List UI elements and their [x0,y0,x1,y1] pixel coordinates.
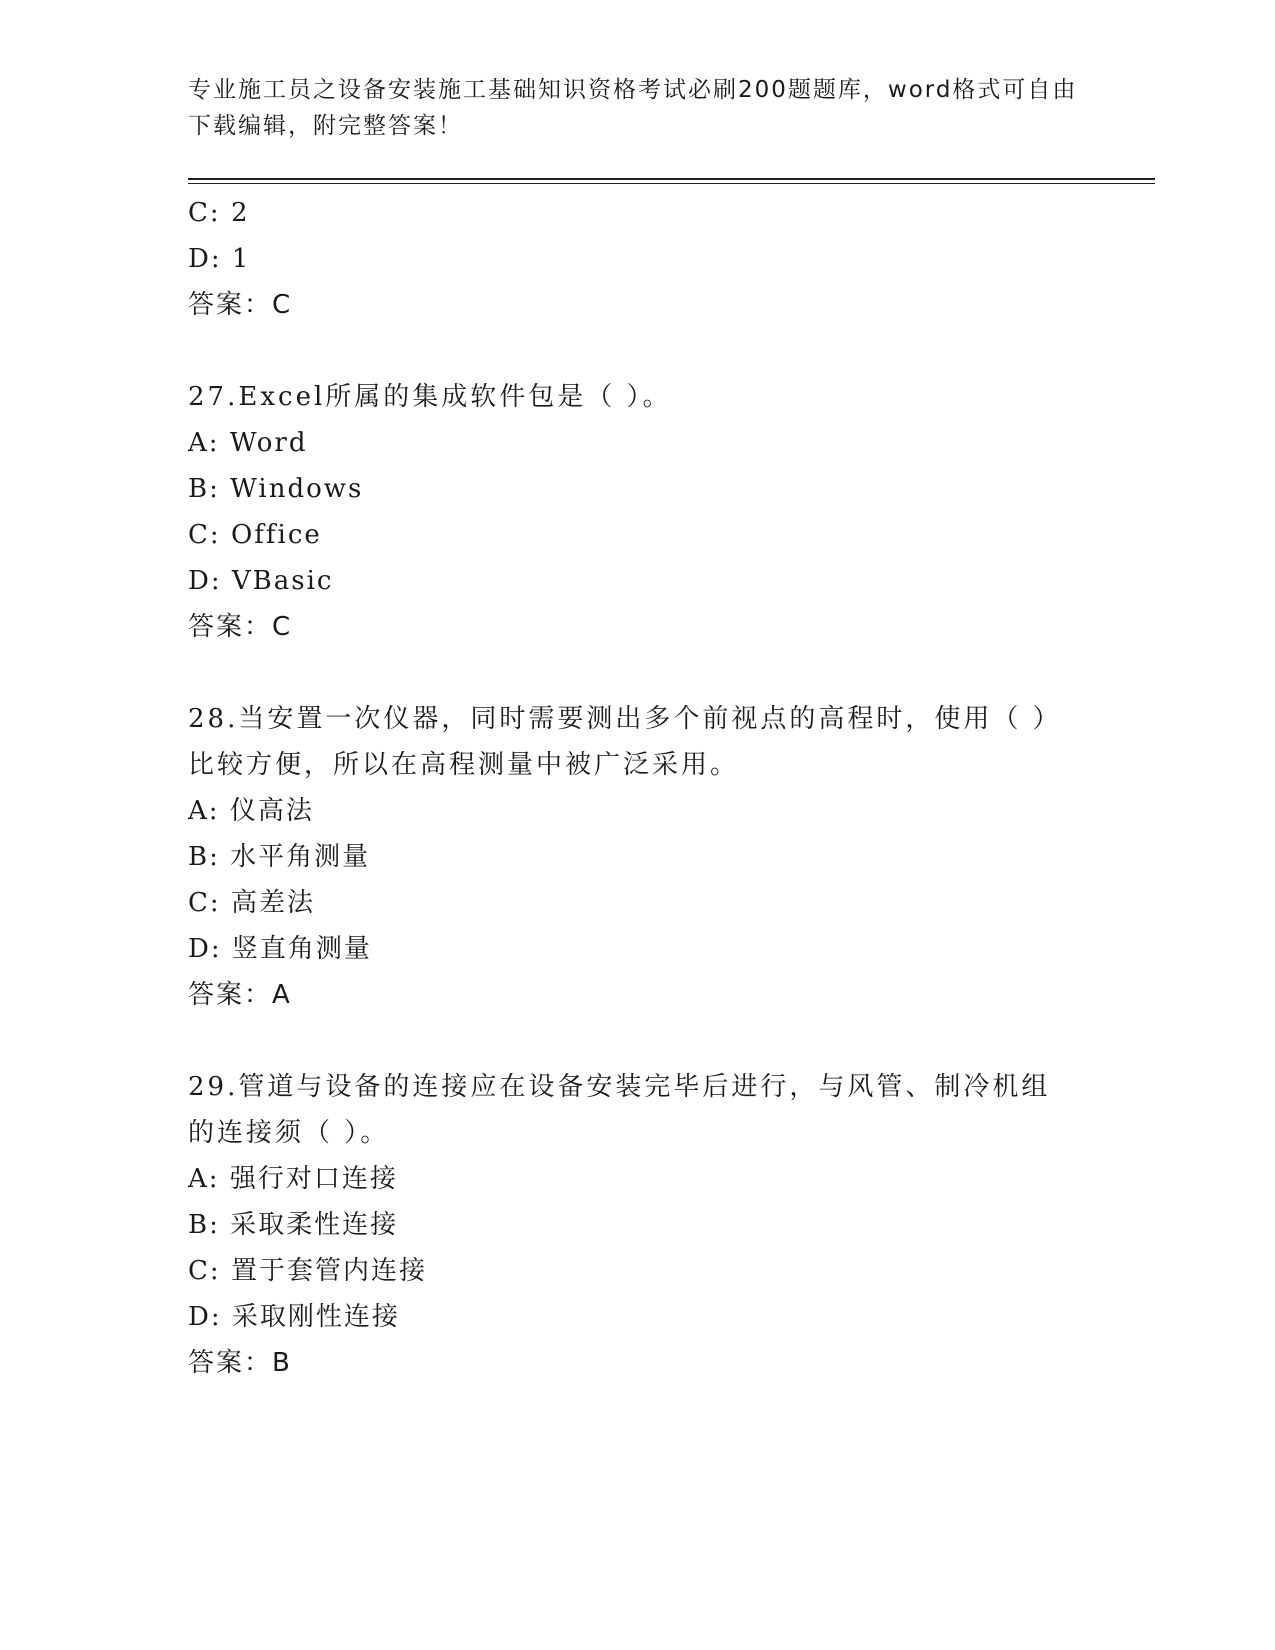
question-28 [188,696,1088,1018]
option-a: A: Word [188,428,308,458]
answer-line: 答案：C [188,290,293,320]
question-list [188,190,1088,1386]
option-b: B: Windows [188,474,364,504]
option-b: B: 水平角测量 [188,842,371,872]
question-27 [188,374,1088,650]
question-stem: 29.管道与设备的连接应在设备安装完毕后进行，与风管、制冷机组的连接须（ ）。 [188,1072,1051,1148]
option-d: D: VBasic [188,566,334,596]
question-29 [188,1064,1088,1386]
answer-line: 答案：A [188,980,292,1010]
option-d: D: 竖直角测量 [188,934,372,964]
option-c: C: 高差法 [188,888,315,918]
question-stem: 27.Excel所属的集成软件包是（ ）。 [188,382,672,412]
option-c: C: Office [188,520,322,550]
answer-line: 答案：C [188,612,293,642]
option-b: B: 采取柔性连接 [188,1210,399,1240]
header-rule-thick [188,178,1155,180]
option-a: A: 强行对口连接 [188,1164,398,1194]
question-stem: 28.当安置一次仪器，同时需要测出多个前视点的高程时，使用（ ）比较方便，所以在高程测量中被广泛采用。 [188,704,1062,780]
option-d: D: 采取刚性连接 [188,1302,400,1332]
header-rule-thin [188,183,1155,184]
option-a: A: 仪高法 [188,796,314,826]
continued-question [188,190,1088,328]
option-c: C: 置于套管内连接 [188,1256,427,1286]
option-c: C: 2 [188,198,250,228]
answer-line: 答案：B [188,1348,292,1378]
option-d: D: 1 [188,244,251,274]
document-header: 专业施工员之设备安装施工基础知识资格考试必刷200题题库，word格式可自由下载编辑，附完整答案！ [188,77,1078,139]
